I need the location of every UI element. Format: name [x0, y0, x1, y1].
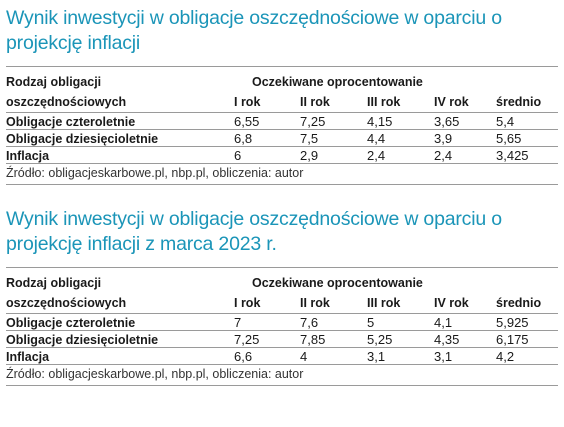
table-row [6, 348, 558, 365]
table-cell: 2,9 [300, 147, 367, 164]
table-1-title: Wynik inwestycji w obligacje oszczędnościowe w oparciu o projekcję inflacji [6, 7, 502, 54]
table-2 [6, 267, 558, 386]
table-cell: 6,175 [496, 331, 558, 348]
table-cell: 5,65 [496, 130, 558, 147]
table-2-row-label-header-line2: oszczędnościowych [6, 296, 127, 310]
table-row [6, 130, 558, 147]
table-cell: 7,85 [300, 331, 367, 348]
table-2-col-header: II rok [300, 296, 330, 310]
table-cell: 3,65 [434, 113, 496, 130]
table-cell: 3,1 [434, 348, 496, 365]
table-cell: 4,15 [367, 113, 434, 130]
table-1-row-label-header-line2: oszczędnościowych [6, 95, 127, 109]
table-cell: 2,4 [434, 147, 496, 164]
table-cell: 3,9 [434, 130, 496, 147]
table-1-group-header: Oczekiwane oprocentowanie [252, 75, 423, 89]
table-cell: 7 [234, 314, 300, 331]
table-row [6, 331, 558, 348]
table-cell: 7,25 [300, 113, 367, 130]
table-cell: 5,925 [496, 314, 558, 331]
table-cell: 6,6 [234, 348, 300, 365]
table-2-col-header: średnio [496, 296, 542, 310]
table-cell: 2,4 [367, 147, 434, 164]
table-cell: 4,1 [434, 314, 496, 331]
table-cell: 7,5 [300, 130, 367, 147]
table-1-col-header: średnio [496, 95, 542, 109]
table-row [6, 147, 558, 164]
table-cell: 3,425 [496, 147, 558, 164]
table-cell: 7,6 [300, 314, 367, 331]
table-cell: 6,8 [234, 130, 300, 147]
table-1-grid [6, 67, 558, 164]
row-label: Inflacja [6, 348, 234, 365]
table-cell: 4,2 [496, 348, 558, 365]
table-2-col-header: III rok [367, 296, 401, 310]
table-cell: 5,4 [496, 113, 558, 130]
table-2-row-label-header: Rodzaj obligacji [6, 276, 102, 290]
table-cell: 3,1 [367, 348, 434, 365]
table-2-col-header: IV rok [434, 296, 469, 310]
table-2-col-header: I rok [234, 296, 261, 310]
table-cell: 6 [234, 147, 300, 164]
row-label: Obligacje czteroletnie [6, 113, 234, 130]
table-cell: 4 [300, 348, 367, 365]
table-cell: 4,4 [367, 130, 434, 147]
table-row [6, 113, 558, 130]
row-label: Inflacja [6, 147, 234, 164]
table-1-source: Źródło: obligacjeskarbowe.pl, nbp.pl, obliczenia: autor [6, 164, 558, 185]
table-2-group-header: Oczekiwane oprocentowanie [252, 276, 423, 290]
table-2-title: Wynik inwestycji w obligacje oszczędnościowe w oparciu o projekcję inflacji z marca 2023 r. [6, 208, 502, 255]
row-label: Obligacje dziesięcioletnie [6, 130, 234, 147]
row-label: Obligacje czteroletnie [6, 314, 234, 331]
table-2-source: Źródło: obligacjeskarbowe.pl, nbp.pl, obliczenia: autor [6, 365, 558, 386]
table-1-col-header: III rok [367, 95, 401, 109]
table-1 [6, 66, 558, 185]
table-cell: 7,25 [234, 331, 300, 348]
table-2-grid [6, 268, 558, 365]
table-cell: 4,35 [434, 331, 496, 348]
table-1-col-header: I rok [234, 95, 261, 109]
row-label: Obligacje dziesięcioletnie [6, 331, 234, 348]
table-cell: 5 [367, 314, 434, 331]
table-cell: 5,25 [367, 331, 434, 348]
table-1-col-header: II rok [300, 95, 330, 109]
table-1-col-header: IV rok [434, 95, 469, 109]
table-row [6, 314, 558, 331]
table-1-row-label-header: Rodzaj obligacji [6, 75, 102, 89]
table-cell: 6,55 [234, 113, 300, 130]
